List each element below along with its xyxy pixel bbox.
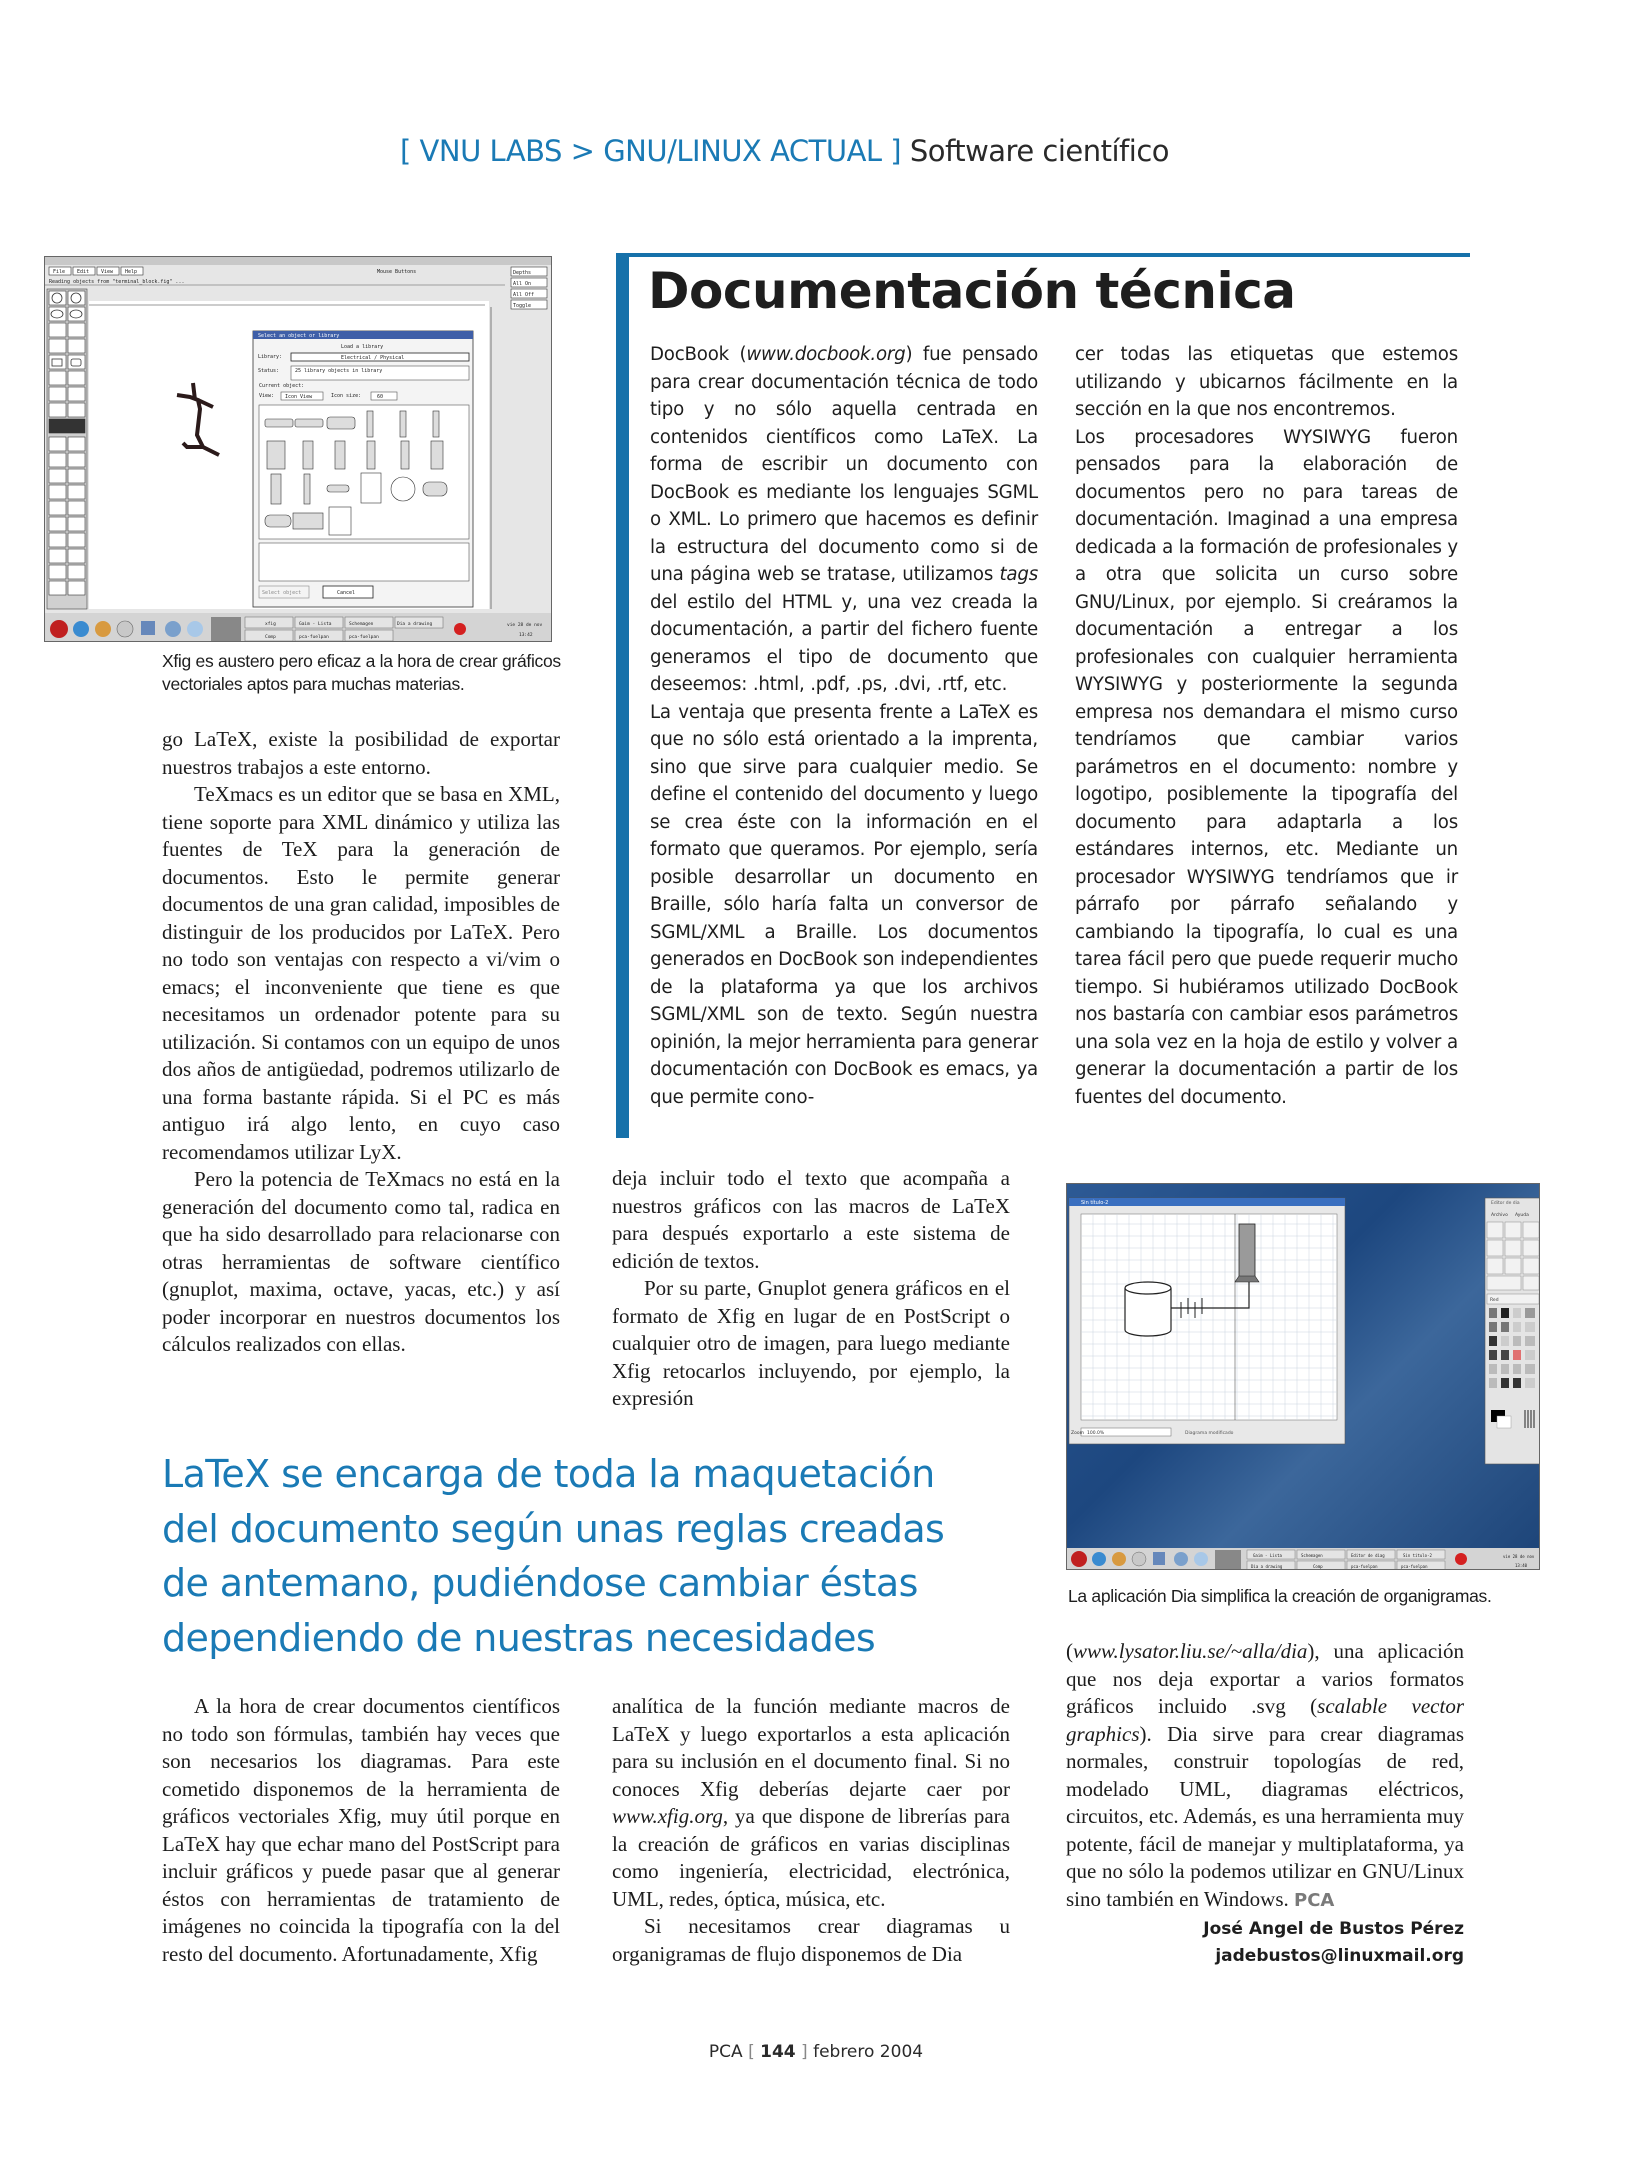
author-signature	[1066, 1916, 1464, 1970]
svg-text:Editor de diag: Editor de diag	[1351, 1553, 1385, 1558]
svg-text:Status:: Status:	[258, 368, 280, 374]
paragraph	[612, 1693, 1010, 1913]
caption-line: Xfig es austero pero eficaz a la hora de crear gráficos	[162, 651, 561, 671]
sidebar-column-2	[1075, 341, 1458, 1111]
svg-text:Comp: Comp	[1313, 1564, 1323, 1569]
caption-line: vectoriales aptos para muchas materias.	[162, 674, 465, 694]
body-column-mid-bottom	[612, 1693, 1010, 1968]
svg-text:View:: View:	[259, 393, 275, 399]
svg-text:pca-fuelpan: pca-fuelpan	[349, 635, 379, 640]
svg-text:Mouse Buttons: Mouse Buttons	[377, 269, 417, 275]
svg-text:Sin título-2: Sin título-2	[1081, 1200, 1109, 1206]
author-email[interactable]: jadebustos@linuxmail.org	[1215, 1946, 1464, 1966]
svg-text:xfig: xfig	[265, 622, 276, 627]
page-footer	[0, 2042, 1632, 2062]
svg-text:Sin título-2: Sin título-2	[1403, 1553, 1432, 1558]
paragraph	[650, 341, 1038, 699]
dia-caption: La aplicación Dia simplifica la creación de organigramas.	[1068, 1586, 1492, 1606]
svg-text:60: 60	[377, 394, 384, 400]
paragraph: deja incluir todo el texto que acompaña a nuestros gráficos con las macros de LaTeX para después exportarlo a este sistema de edición de textos.	[612, 1166, 1010, 1273]
svg-text:13:40: 13:40	[1515, 1563, 1528, 1568]
svg-text:Depths: Depths	[513, 270, 532, 276]
docbook-link[interactable]: www.docbook.org	[746, 344, 906, 365]
dia-link[interactable]: www.lysator.liu.se/~alla/dia	[1073, 1639, 1308, 1663]
magazine-name: PCA	[708, 2042, 743, 2062]
text: del estilo del HTML y, una vez creada la documentación, a partir del fichero fuente generamos el tipo de documento que deseemos: .html, .pdf, .ps, .dvi, .rtf, etc.	[650, 591, 1038, 695]
end-mark: PCA	[1294, 1889, 1335, 1911]
xfig-link[interactable]: www.xfig.org	[612, 1804, 723, 1828]
svg-text:Electrical / Physical: Electrical / Physical	[341, 355, 405, 361]
paragraph: A la hora de crear documentos científicos no todo son fórmulas, también hay veces que son necesarios los diagramas. Para este cometido disponemos de la herramienta de gráficos vectoriales Xfig, muy útil porque en LaTeX hay que echar mano del PostScript para incluir gráficos y puede pasar que al generar éstos con herramientas de tratamiento de imágenes no coincida la tipografía con la del resto del documento. Afortunadamente, Xfig	[162, 1694, 560, 1966]
sidebar-title: Documentación técnica	[648, 262, 1296, 320]
svg-text:pca-fuelpan: pca-fuelpan	[1401, 1564, 1428, 1569]
svg-text:File: File	[53, 269, 66, 275]
svg-text:Select an object or library: Select an object or library	[258, 333, 340, 339]
bracket: [	[748, 2042, 755, 2062]
paragraph: go LaTeX, existe la posibilidad de exportar nuestros trabajos a este entorno.	[162, 727, 560, 779]
page-number: 144	[760, 2042, 796, 2062]
svg-text:Comp: Comp	[265, 635, 276, 640]
svg-text:pca-fuelpan: pca-fuelpan	[299, 635, 329, 640]
paragraph: Por su parte, Gnuplot genera gráficos en el formato de Xfig en lugar de en PostScript o cualquier otro de imagen, para luego mediante Xfig retocarlos incluyendo, por ejemplo, la expresión	[612, 1276, 1010, 1410]
svg-text:Cancel: Cancel	[337, 590, 356, 596]
svg-text:Edit: Edit	[77, 269, 90, 275]
pull-quote: LaTeX se encarga de toda la maquetación del documento según unas reglas creadas de antemano, pudiéndose cambiar éstas dependiendo de nuestras necesidades	[162, 1452, 945, 1660]
body-column-right-bottom	[1066, 1638, 1464, 1970]
text: (	[1066, 1639, 1073, 1663]
svg-text:All On: All On	[513, 281, 532, 287]
svg-text:Ayuda: Ayuda	[1515, 1213, 1529, 1218]
svg-text:Gaim - Lista: Gaim - Lista	[1253, 1553, 1282, 1558]
author-name: José Angel de Bustos Pérez	[1203, 1919, 1464, 1939]
svg-text:Dia a drawing: Dia a drawing	[397, 622, 433, 627]
svg-text:Load a library: Load a library	[341, 344, 384, 350]
svg-text:vie 28 de nov: vie 28 de nov	[1503, 1554, 1535, 1559]
svg-text:Toggle: Toggle	[513, 303, 532, 309]
section-title: Software científico	[909, 134, 1170, 168]
text-emphasis: tags	[999, 564, 1038, 585]
svg-text:Zoom: Zoom	[1071, 1431, 1084, 1436]
bracket: ]	[801, 2042, 808, 2062]
text: ), una aplicación que nos deja exportar a varios formatos gráficos incluido .svg (	[1066, 1639, 1464, 1718]
text: ). Dia sirve para crear diagramas normales, construir topologías de red, modelado UML, diagramas eléctricos, circuitos, etc. Además, es una herramienta muy potente, fácil de manejar y multiplataforma, ya que no sólo la podemos utilizar en GNU/Linux sino también en Windows.	[1066, 1721, 1464, 1911]
paragraph	[1066, 1638, 1464, 1914]
xfig-screenshot	[44, 256, 552, 642]
breadcrumb: [ VNU LABS > GNU/LINUX ACTUAL ]	[400, 134, 902, 168]
dia-screenshot	[1066, 1183, 1540, 1570]
svg-text:Red: Red	[1490, 1298, 1499, 1303]
xfig-caption	[162, 650, 562, 696]
paragraph: Si necesitamos crear diagramas u organigramas de flujo disponemos de Dia	[612, 1914, 1010, 1966]
body-column-mid-top	[612, 1165, 1010, 1413]
text: analítica de la función mediante macros de LaTeX y luego exportarlos a esta aplicación para su inclusión en el documento final. Si no conoces Xfig deberías dejarte caer por	[612, 1694, 1010, 1801]
paragraph: TeXmacs es un editor que se basa en XML, tiene soporte para XML dinámico y utiliza las fuentes de TeX para la generación de documentos. Esto le permite generar documentos de una gran calidad, imposibles de distinguir de los producidos por LaTeX. Pero no todo son ventajas con respecto a vi/vim o emacs; el inconveniente que tiene es que necesitamos un ordenador potente para su utilización. Si contamos con un equipo de unos dos años de antigüedad, podremos utilizarlo de una forma bastante rápida. Si el PC es más antiguo irá algo lento, en cuyo caso recomendamos utilizar LyX.	[162, 782, 560, 1164]
svg-text:Icon size:: Icon size:	[331, 393, 362, 399]
xfig-window-illustration	[45, 257, 552, 642]
sidebar-column-1	[650, 341, 1038, 1111]
body-column-left-top	[162, 726, 560, 1359]
text: ) fue pensado para crear documentación técnica de todo tipo y no sólo aquella centrada en contenidos científicos como LaTeX. La forma de escribir un documento con DocBook es mediante los lenguajes SGML o XML. Lo primero que hacemos es definir la estructura del documento como si de una página web se tratase, utilizamos	[650, 344, 1038, 585]
svg-text:25 library objects in library: 25 library objects in library	[295, 368, 383, 374]
issue-date: febrero 2004	[813, 2042, 924, 2062]
svg-text:Library:: Library:	[258, 354, 283, 360]
svg-text:Select object: Select object	[262, 590, 302, 596]
sidebar-top-rule	[616, 253, 1470, 257]
svg-text:Diagrama modificado: Diagrama modificado	[1185, 1431, 1234, 1436]
text: DocBook (	[650, 344, 747, 365]
paragraph: cer todas las etiquetas que estemos utilizando y ubicarnos fácilmente en la sección en la que nos encontremos.	[1075, 344, 1458, 420]
svg-text:Help: Help	[125, 269, 138, 275]
dia-window-illustration	[1067, 1184, 1540, 1570]
svg-text:Schemagen: Schemagen	[1301, 1553, 1323, 1558]
svg-text:Editor de dia: Editor de dia	[1491, 1201, 1520, 1206]
svg-text:Gaim - Lista: Gaim - Lista	[299, 622, 332, 627]
text: , ya que dispone de librerías para la creación de gráficos en varias disciplinas como ingeniería, electricidad, electrónica, UML, redes, óptica, música, etc.	[612, 1804, 1010, 1911]
svg-text:100.0%: 100.0%	[1087, 1431, 1105, 1436]
svg-text:Schemagen: Schemagen	[349, 622, 374, 627]
paragraph: Pero la potencia de TeXmacs no está en la generación del documento como tal, radica en que ha sido desarrollado para relacionarse con otras herramientas de software científico (gnuplot, maxima, octave, yacas, etc.) y así poder incorporar en nuestros documentos los cálculos realizados con ellas.	[162, 1167, 560, 1356]
svg-text:Reading objects from "terminal: Reading objects from "terminal_block.fig" ...	[49, 279, 185, 285]
svg-text:All Off: All Off	[513, 292, 535, 298]
svg-text:Current object:: Current object:	[259, 383, 305, 389]
section-header	[400, 134, 1300, 168]
svg-text:vie 28 de nov: vie 28 de nov	[507, 623, 543, 628]
sidebar-accent-bar	[616, 253, 629, 1138]
text-emphasis: scalable vector graphics	[1066, 1694, 1465, 1746]
svg-text:Icon View: Icon View	[285, 394, 313, 400]
svg-text:Dia a drawing: Dia a drawing	[1251, 1564, 1283, 1569]
svg-text:13:42: 13:42	[519, 633, 533, 638]
svg-text:Archivo: Archivo	[1491, 1213, 1508, 1218]
svg-text:pca-fuelpan: pca-fuelpan	[1351, 1564, 1378, 1569]
svg-text:View: View	[101, 269, 114, 275]
body-column-left-bottom	[162, 1693, 560, 1968]
paragraph: Los procesadores WYSIWYG fueron pensados para la elaboración de documentos pero no para tareas de documentación. Imaginad a una empresa dedicada a la formación de profesionales y a otra que solicita un curso sobre GNU/Linux, por ejemplo. Si creáramos la documentación a entregar a los profesionales con cualquier herramienta WYSIWYG y posteriormente la segunda empresa nos demandara el mismo curso tendríamos que cambiar varios parámetros en el documento: nombre y logotipo, posiblemente la tipografía del documento para adaptarla a los estándares internos, etc. Mediante un procesador WYSIWYG tendríamos que ir párrafo por párrafo señalando y cambiando la tipografía, lo cual es una tarea fácil pero que puede requerir mucho tiempo. Si hubiéramos utilizado DocBook nos bastaría con cambiar esos parámetros una sola vez en la hoja de estilo y volver a generar la documentación a partir de los fuentes del documento.	[1075, 426, 1458, 1108]
paragraph: La ventaja que presenta frente a LaTeX es que no sólo está orientado a la imprenta, sino que sirve para cualquier medio. Se define el contenido del documento y luego se crea éste con la información en el formato que queramos. Por ejemplo, sería posible desarrollar un documento en Braille, sólo haría falta un conversor de SGML/XML a Braille. Los documentos generados en DocBook son independientes de la plataforma ya que los archivos SGML/XML son de texto. Según nuestra opinión, la mejor herramienta para generar documentación con DocBook es emacs, ya que permite cono-	[650, 701, 1038, 1108]
